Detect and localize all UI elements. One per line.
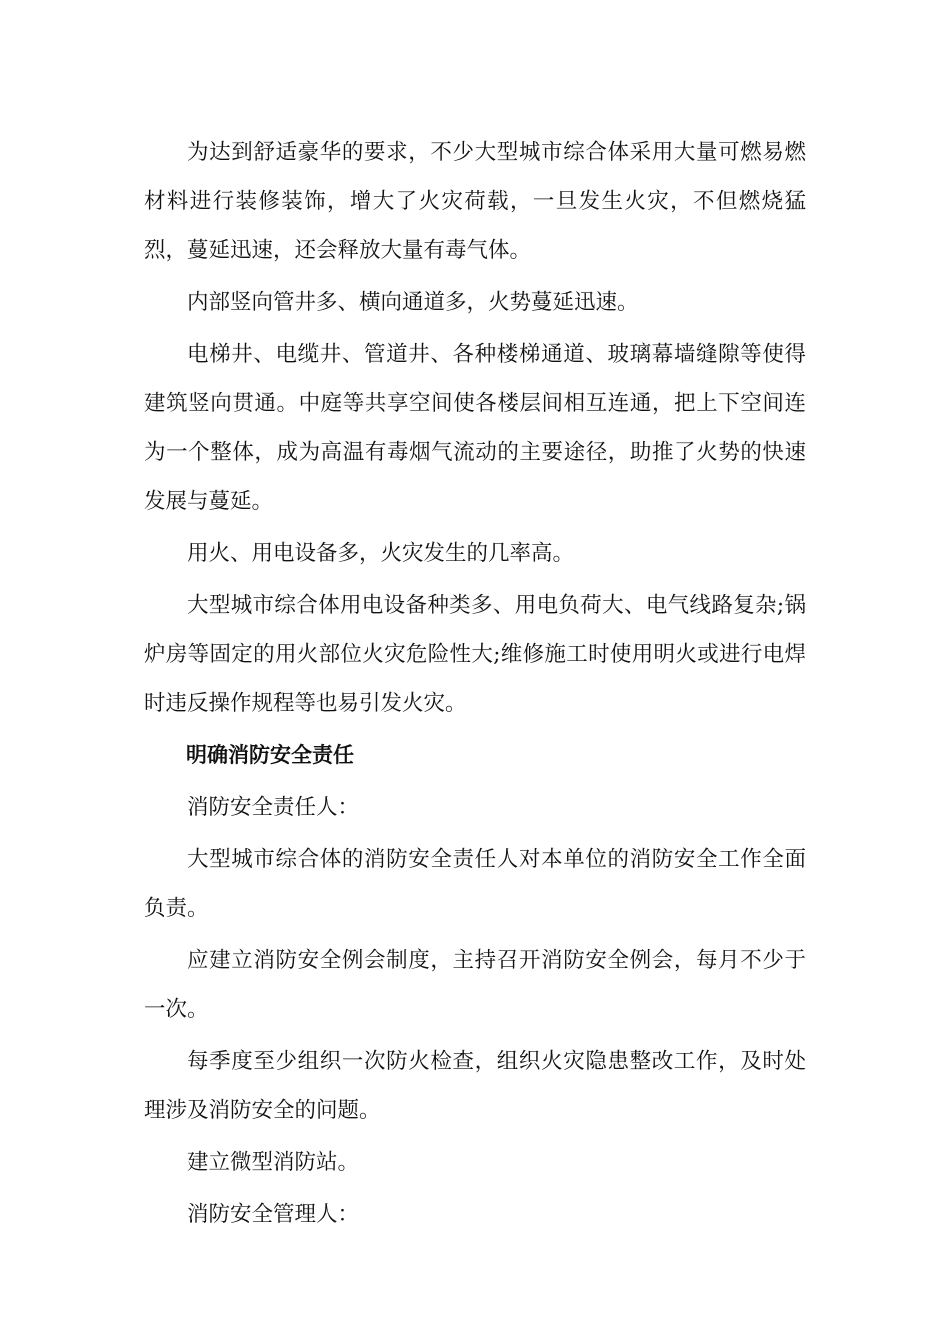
section-heading-responsibility: 明确消防安全责任 xyxy=(186,743,354,767)
paragraph-fire-electric-equipment: 用火、用电设备多，火灾发生的几率高。 xyxy=(187,541,575,566)
paragraph-vertical-connection: 电梯井、电缆井、管道井、各种楼梯通道、玻璃幕墙缝隙等使得建筑竖向贯通。中庭等共享空间使各楼层间相互连通，把上下空间连为一个整体，成为高温有毒烟气流动的主要途径，助推了火势的快速发展与蔓延。 xyxy=(144,342,806,514)
document-body xyxy=(144,128,806,1242)
paragraph-electrical-risks: 大型城市综合体用电设备种类多、用电负荷大、电气线路复杂;锅炉房等固定的用火部位火灾危险性大;维修施工时使用明火或进行电焊时违反操作规程等也易引发火灾。 xyxy=(144,593,806,716)
paragraph-decoration-materials: 为达到舒适豪华的要求，不少大型城市综合体采用大量可燃易燃材料进行装修装饰，增大了火灾荷载，一旦发生火灾，不但燃烧猛烈，蔓延迅速，还会释放大量有毒气体。 xyxy=(144,140,806,263)
paragraph-shafts-channels: 内部竖向管井多、横向通道多，火势蔓延迅速。 xyxy=(187,290,639,315)
paragraph-micro-fire-station: 建立微型消防站。 xyxy=(187,1150,360,1175)
paragraph-monthly-meeting: 应建立消防安全例会制度，主持召开消防安全例会，每月不少于一次。 xyxy=(144,948,806,1022)
paragraph-responsible-person-label: 消防安全责任人： xyxy=(187,795,360,820)
paragraph-quarterly-inspection: 每季度至少组织一次防火检查，组织火灾隐患整改工作，及时处理涉及消防安全的问题。 xyxy=(144,1049,806,1123)
paragraph-safety-manager-label: 消防安全管理人： xyxy=(187,1202,360,1227)
paragraph-responsible-person-duty: 大型城市综合体的消防安全责任人对本单位的消防安全工作全面负责。 xyxy=(144,847,806,921)
